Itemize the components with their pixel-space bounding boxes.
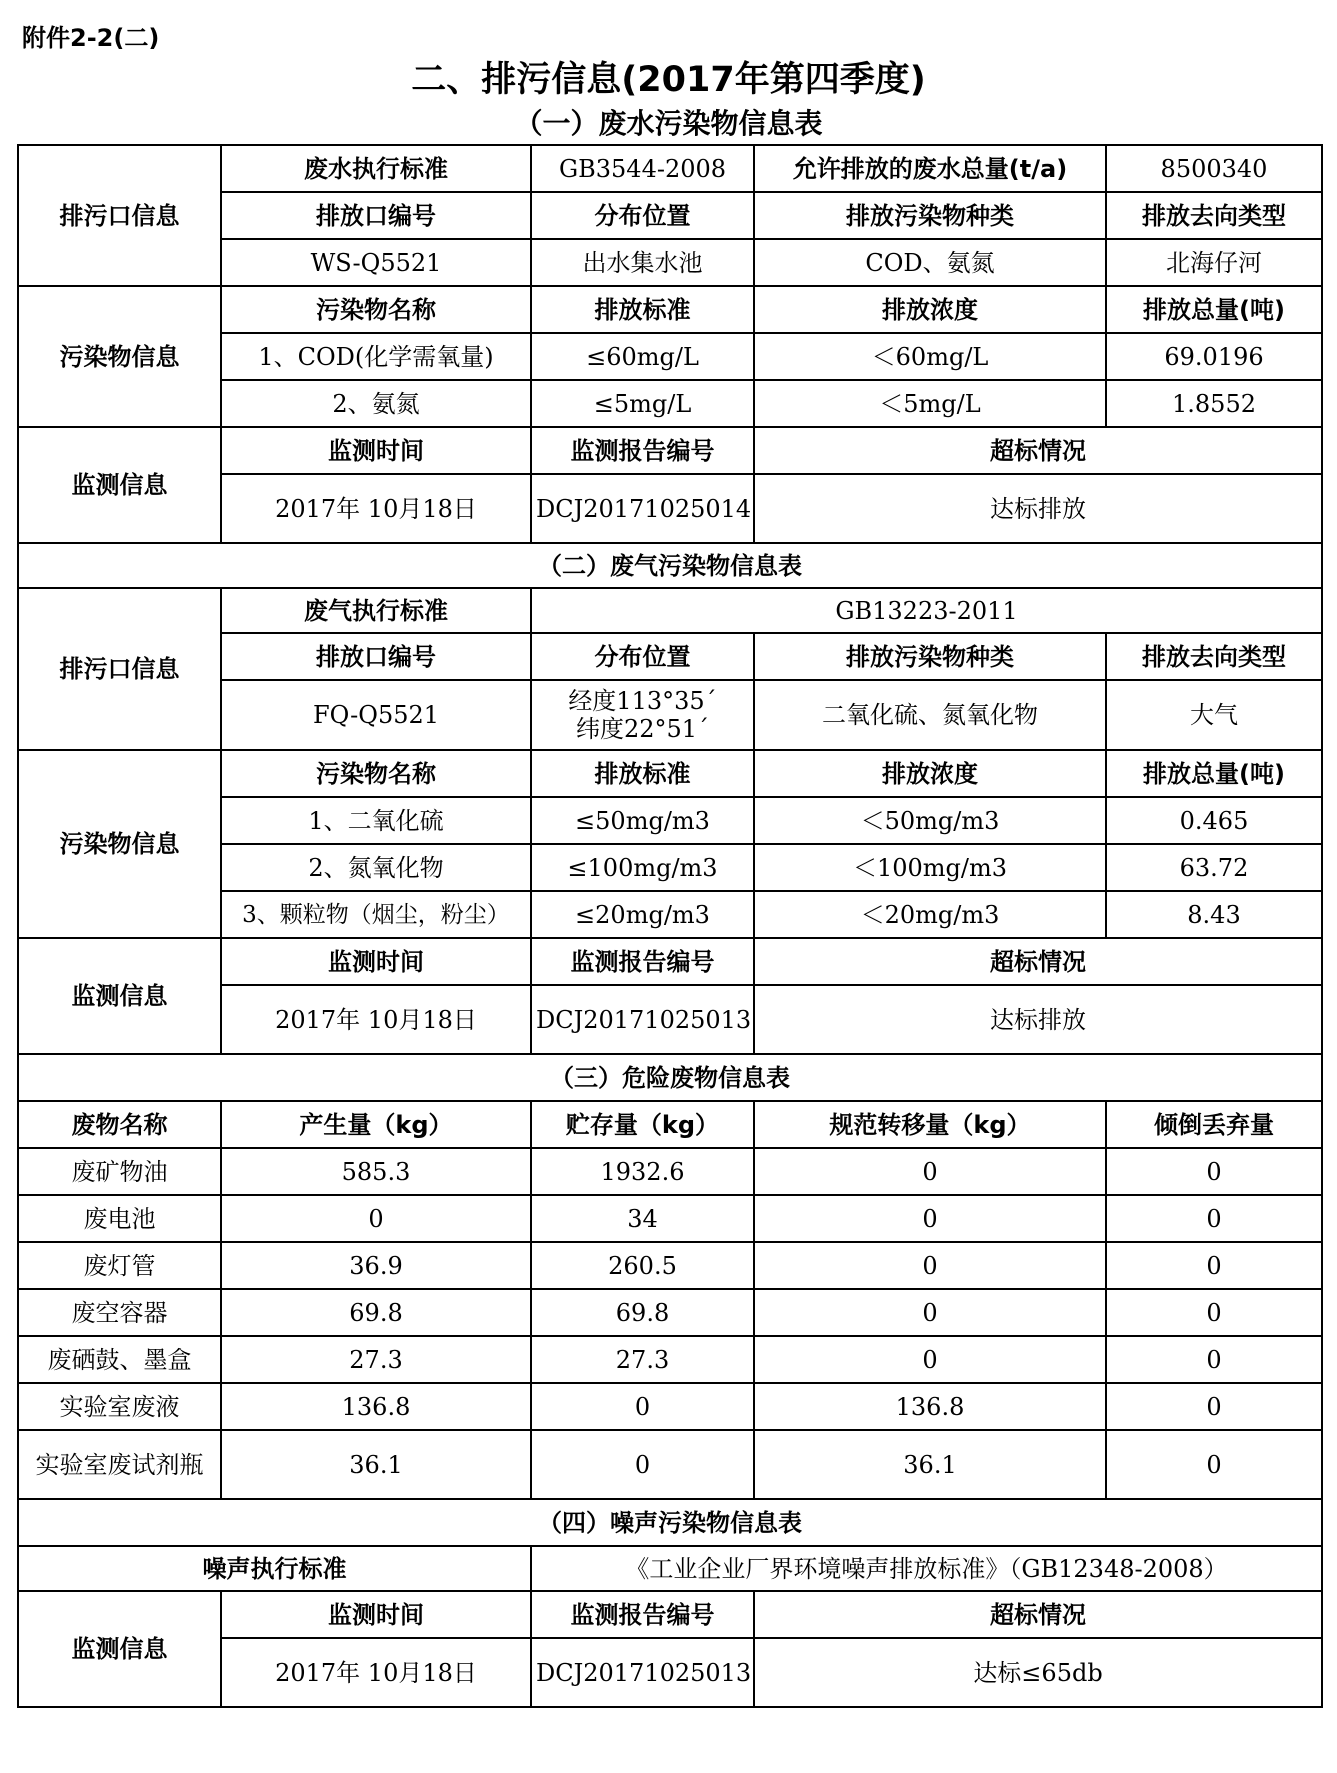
col-standard: 排放标准 [531, 750, 754, 797]
waste-produced: 136.8 [221, 1383, 531, 1430]
waste-produced: 27.3 [221, 1336, 531, 1383]
pollutant-concentration: ＜50mg/m3 [754, 797, 1106, 844]
monitor-time: 2017年 10月18日 [221, 474, 531, 543]
waste-dumped: 0 [1106, 1195, 1322, 1242]
waste-transferred: 36.1 [754, 1430, 1106, 1499]
col-monitor-time: 监测时间 [221, 1591, 531, 1638]
col-monitor-time: 监测时间 [221, 427, 531, 474]
pollutant-name: 2、氮氧化物 [221, 844, 531, 891]
gas-pollutant-type: 二氧化硫、氮氧化物 [754, 680, 1106, 750]
table-row [18, 1430, 1322, 1499]
waste-name: 废硒鼓、墨盒 [18, 1336, 221, 1383]
col-waste-name: 废物名称 [18, 1101, 221, 1148]
noise-monitor-label: 监测信息 [18, 1591, 221, 1707]
gas-outlet-no: FQ-Q5521 [221, 680, 531, 750]
report-no: DCJ20171025013 [531, 985, 754, 1054]
wastewater-pollutant-type: COD、氨氮 [754, 239, 1106, 286]
pollutant-total: 1.8552 [1106, 380, 1322, 427]
wastewater-std-value: GB3544-2008 [531, 145, 754, 192]
waste-produced: 585.3 [221, 1148, 531, 1195]
col-exceed-status: 超标情况 [754, 938, 1322, 985]
pollutant-standard: ≤5mg/L [531, 380, 754, 427]
report-no: DCJ20171025014 [531, 474, 754, 543]
pollutant-name: 1、二氧化硫 [221, 797, 531, 844]
wastewater-pollutant-label: 污染物信息 [18, 286, 221, 427]
waste-name: 废空容器 [18, 1289, 221, 1336]
waste-name: 废矿物油 [18, 1148, 221, 1195]
gas-outlet-label: 排污口信息 [18, 588, 221, 750]
waste-stored: 69.8 [531, 1289, 754, 1336]
wastewater-pollutant-header-row [18, 286, 1322, 333]
hazard-section-title: （三）危险废物信息表 [18, 1054, 1322, 1101]
table-row [18, 1289, 1322, 1336]
col-pollutant-type: 排放污染物种类 [754, 633, 1106, 680]
waste-name: 废灯管 [18, 1242, 221, 1289]
waste-produced: 36.9 [221, 1242, 531, 1289]
col-dumped: 倾倒丢弃量 [1106, 1101, 1322, 1148]
pollutant-name: 2、氨氮 [221, 380, 531, 427]
waste-stored: 1932.6 [531, 1148, 754, 1195]
col-stored: 贮存量（kg） [531, 1101, 754, 1148]
waste-stored: 34 [531, 1195, 754, 1242]
pollution-info-table [17, 144, 1323, 1708]
waste-dumped: 0 [1106, 1242, 1322, 1289]
gas-monitor-label: 监测信息 [18, 938, 221, 1054]
col-report-no: 监测报告编号 [531, 938, 754, 985]
table-row [18, 1336, 1322, 1383]
col-outlet-no: 排放口编号 [221, 633, 531, 680]
waste-name: 废电池 [18, 1195, 221, 1242]
waste-dumped: 0 [1106, 1148, 1322, 1195]
col-direction: 排放去向类型 [1106, 192, 1322, 239]
pollutant-standard: ≤50mg/m3 [531, 797, 754, 844]
gas-longitude: 经度113°35´ [568, 687, 717, 715]
page-title: 二、排污信息(2017年第四季度) [411, 60, 926, 100]
gas-direction: 大气 [1106, 680, 1322, 750]
hazard-section-row [18, 1054, 1322, 1101]
col-standard: 排放标准 [531, 286, 754, 333]
gas-latitude: 纬度22°51´ [575, 715, 710, 743]
waste-transferred: 0 [754, 1195, 1106, 1242]
noise-std-label: 噪声执行标准 [18, 1546, 531, 1591]
waste-stored: 0 [531, 1383, 754, 1430]
waste-dumped: 0 [1106, 1383, 1322, 1430]
col-pollutant-type: 排放污染物种类 [754, 192, 1106, 239]
gas-section-title: （二）废气污染物信息表 [18, 543, 1322, 588]
pollutant-concentration: ＜60mg/L [754, 333, 1106, 380]
pollutant-total: 0.465 [1106, 797, 1322, 844]
wastewater-allowed-value: 8500340 [1106, 145, 1322, 192]
gas-std-row [18, 588, 1322, 633]
pollutant-standard: ≤60mg/L [531, 333, 754, 380]
col-total: 排放总量(吨) [1106, 750, 1322, 797]
wastewater-outlet-no: WS-Q5521 [221, 239, 531, 286]
table-row [18, 1195, 1322, 1242]
waste-dumped: 0 [1106, 1430, 1322, 1499]
noise-section-title: （四）噪声污染物信息表 [18, 1499, 1322, 1546]
waste-stored: 0 [531, 1430, 754, 1499]
waste-name: 实验室废试剂瓶 [18, 1430, 221, 1499]
col-monitor-time: 监测时间 [221, 938, 531, 985]
wastewater-std-label: 废水执行标准 [221, 145, 531, 192]
monitor-time: 2017年 10月18日 [221, 1638, 531, 1707]
wastewater-std-row [18, 145, 1322, 192]
table-row [18, 1148, 1322, 1195]
waste-dumped: 0 [1106, 1289, 1322, 1336]
waste-name: 实验室废液 [18, 1383, 221, 1430]
gas-monitor-header-row [18, 938, 1322, 985]
gas-location [531, 680, 754, 750]
exceed-status: 达标排放 [754, 474, 1322, 543]
wastewater-monitor-label: 监测信息 [18, 427, 221, 543]
pollutant-concentration: ＜20mg/m3 [754, 891, 1106, 938]
pollutant-concentration: ＜100mg/m3 [754, 844, 1106, 891]
col-total: 排放总量(吨) [1106, 286, 1322, 333]
wastewater-outlet-label: 排污口信息 [18, 145, 221, 286]
gas-pollutant-header-row [18, 750, 1322, 797]
pollutant-standard: ≤100mg/m3 [531, 844, 754, 891]
pollutant-name: 3、颗粒物（烟尘，粉尘） [221, 891, 531, 938]
col-location: 分布位置 [531, 633, 754, 680]
waste-transferred: 0 [754, 1336, 1106, 1383]
col-transferred: 规范转移量（kg） [754, 1101, 1106, 1148]
gas-std-value: GB13223-2011 [531, 588, 1322, 633]
table-row [18, 1383, 1322, 1430]
waste-produced: 36.1 [221, 1430, 531, 1499]
col-exceed-status: 超标情况 [754, 1591, 1322, 1638]
exceed-status: 达标排放 [754, 985, 1322, 1054]
hazard-header-row [18, 1101, 1322, 1148]
col-pollutant-name: 污染物名称 [221, 286, 531, 333]
gas-section-row [18, 543, 1322, 588]
waste-stored: 27.3 [531, 1336, 754, 1383]
waste-dumped: 0 [1106, 1336, 1322, 1383]
noise-monitor-header-row [18, 1591, 1322, 1638]
pollutant-standard: ≤20mg/m3 [531, 891, 754, 938]
gas-pollutant-label: 污染物信息 [18, 750, 221, 938]
pollutant-total: 69.0196 [1106, 333, 1322, 380]
wastewater-section-title: （一）废水污染物信息表 [514, 107, 823, 140]
col-exceed-status: 超标情况 [754, 427, 1322, 474]
waste-stored: 260.5 [531, 1242, 754, 1289]
wastewater-allowed-label: 允许排放的废水总量(t/a) [754, 145, 1106, 192]
col-report-no: 监测报告编号 [531, 1591, 754, 1638]
col-direction: 排放去向类型 [1106, 633, 1322, 680]
waste-produced: 69.8 [221, 1289, 531, 1336]
noise-section-row [18, 1499, 1322, 1546]
pollutant-concentration: ＜5mg/L [754, 380, 1106, 427]
col-pollutant-name: 污染物名称 [221, 750, 531, 797]
col-report-no: 监测报告编号 [531, 427, 754, 474]
gas-std-label: 废气执行标准 [221, 588, 531, 633]
waste-transferred: 0 [754, 1289, 1106, 1336]
waste-transferred: 136.8 [754, 1383, 1106, 1430]
noise-std-value: 《工业企业厂界环境噪声排放标准》（GB12348-2008） [531, 1546, 1322, 1591]
waste-transferred: 0 [754, 1242, 1106, 1289]
waste-produced: 0 [221, 1195, 531, 1242]
report-no: DCJ20171025013 [531, 1638, 754, 1707]
monitor-time: 2017年 10月18日 [221, 985, 531, 1054]
wastewater-direction: 北海仔河 [1106, 239, 1322, 286]
wastewater-monitor-header-row [18, 427, 1322, 474]
wastewater-location: 出水集水池 [531, 239, 754, 286]
col-concentration: 排放浓度 [754, 286, 1106, 333]
col-location: 分布位置 [531, 192, 754, 239]
waste-transferred: 0 [754, 1148, 1106, 1195]
col-outlet-no: 排放口编号 [221, 192, 531, 239]
attachment-label: 附件2-2(二) [22, 24, 160, 52]
pollutant-total: 63.72 [1106, 844, 1322, 891]
col-concentration: 排放浓度 [754, 750, 1106, 797]
table-row [18, 1242, 1322, 1289]
pollutant-total: 8.43 [1106, 891, 1322, 938]
pollutant-name: 1、COD(化学需氧量) [221, 333, 531, 380]
exceed-status: 达标≤65db [754, 1638, 1322, 1707]
noise-std-row [18, 1546, 1322, 1591]
col-produced: 产生量（kg） [221, 1101, 531, 1148]
